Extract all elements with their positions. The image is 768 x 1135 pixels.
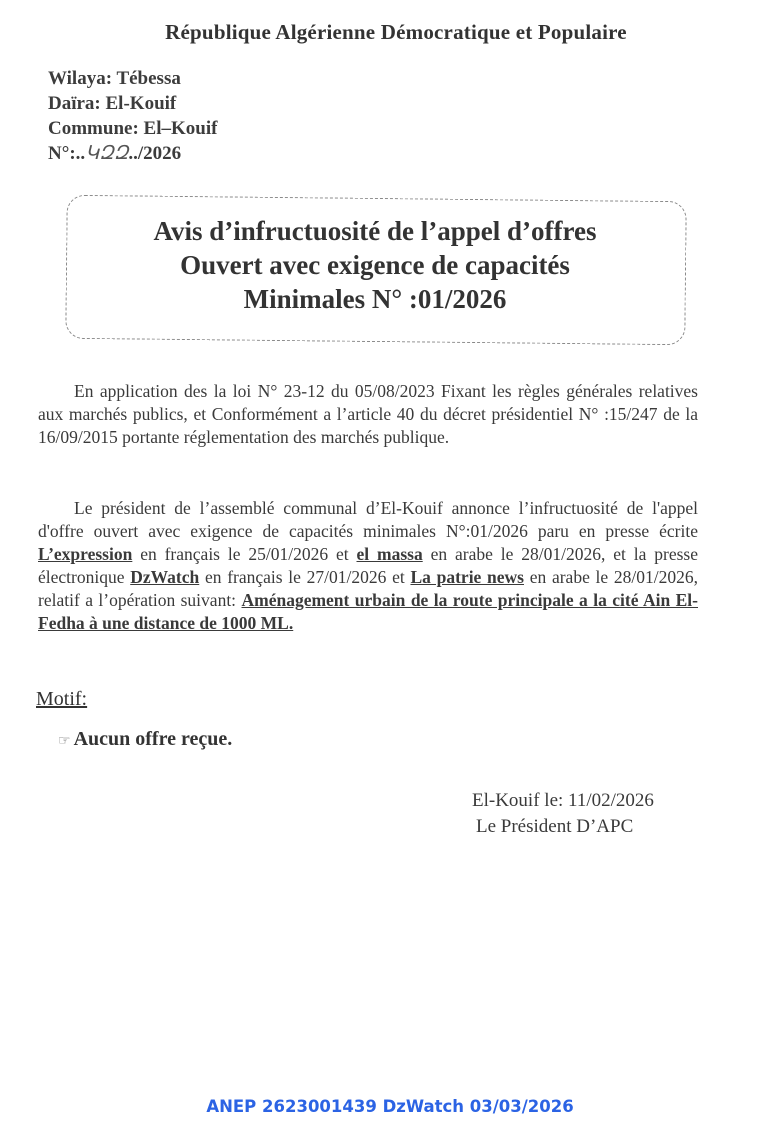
legal-basis-text: En application des la loi N° 23-12 du 05/08/2023 Fixant les règles générales relatives aux marchés publics, et Conformément a l’article 40 du décret présidentiel N° :15/247 de la 16/09/2015 portante réglementation des marchés publique. [38,381,698,447]
announcement-text: en français le 25/01/2026 et [132,544,357,564]
motif-label: Motif: [36,688,88,710]
reference-number [48,141,217,166]
newspaper-la-patrie-news: La patrie news [410,567,524,587]
operation-description: Aménagement urbain de la route principale a la cité Ain El-Fedha à une distance de 1000 ML. [38,590,698,633]
commune-label: Commune: El–Kouif [48,118,218,139]
motif-reason [58,728,232,751]
number-prefix: N°:.. [48,143,86,164]
announcement-paragraph [38,497,698,635]
title-line-3: Minimales N° :01/2026 [243,284,507,314]
title-line-2: Ouvert avec exigence de capacités [180,250,570,280]
country-heading: République Algérienne Démocratique et Populaire [165,20,627,44]
legal-basis-paragraph [38,380,698,449]
reason-text: Aucun offre reçue. [73,728,233,750]
pointing-hand-icon: ☞ [58,733,71,749]
newspaper-el-massa: el massa [356,544,423,564]
announcement-text: en arabe le 28/01/2026, relatif a l’opération suivant: [38,567,699,610]
number-suffix: ../2026 [128,143,182,164]
publication-footer: ANEP 2623001439 DzWatch 03/03/2026 [206,1097,574,1116]
announcement-text: en français le 27/01/2026 et [199,567,411,587]
administrative-block [48,66,217,166]
handwritten-number: ԿԶԶ [85,143,129,164]
daira-label: Daïra: El-Kouif [48,93,177,114]
signature-signer: Le Président D’APC [476,816,634,837]
newspaper-lexpression: L’expression [38,544,133,564]
title-line-1: Avis d’infructuosité de l’appel d’offres [153,216,597,246]
announcement-text: en arabe le 28/01/2026, et la presse électronique [38,544,699,587]
announcement-text: Le président de l’assemblé communal d’El-Kouif annonce l’infructuosité de l'appel d'offre ouvert avec exigence de capacités minimales N°:01/2026 paru en presse écrite [38,498,698,541]
signature-place-date: El-Kouif le: 11/02/2026 [472,790,654,811]
newspaper-dzwatch: DzWatch [130,567,200,587]
notice-title [66,214,684,316]
wilaya-label: Wilaya: Tébessa [48,68,181,89]
